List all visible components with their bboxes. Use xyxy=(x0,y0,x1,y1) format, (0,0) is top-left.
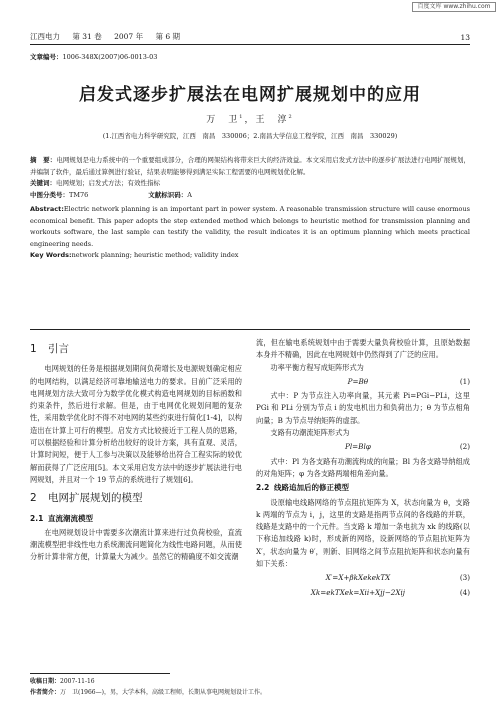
page-number: 13 xyxy=(460,33,470,42)
modified-model-paragraph: 设原输电线路网络的节点阻抗矩阵为 X，状态向量为 θ，支路 k 两端的节点为 i，j，这里的支路是指两节点间的各线路的并联，线路是支路中的一个元件。当支路 k 增加一条电抗为 xk 的线路(以下称追加线路 k)时，形成新的网络，设新网络的节点阻抗矩阵为 X′，状态向量为 θ′，则新、旧网络之间节点阻抗矩阵和状态向量有如下关系： xyxy=(256,497,470,569)
branch-flow-intro: 支路有功潮流矩阵形式为 xyxy=(270,428,350,438)
paper-title: 启发式逐步扩展法在电网扩展规划中的应用 xyxy=(79,85,421,105)
abstract-rule xyxy=(30,329,470,330)
author-2-affil-mark: 2 xyxy=(288,114,294,120)
equation-4 xyxy=(256,587,470,599)
journal-volume: 第 31 卷 xyxy=(72,32,102,41)
running-head xyxy=(30,28,470,42)
clc-value: TM76 xyxy=(69,190,89,199)
equation-2 xyxy=(256,441,470,453)
affiliations: (1.江西省电力科学研究院，江西 南昌 330006；2.南昌大学信息工程学院，江西 南昌 330029) xyxy=(102,132,398,140)
abstract-en xyxy=(30,204,470,250)
abstract-text: 电网规划是电力系统中的一个重要组成部分，合理的网架结构将带来巨大的经济效益。本文采用启发式方法中的逐步扩展法进行电网扩展规划，并编制了软件，最后通过算例进行验证，结果表明能够得到满足实际工程需要的电网规划优化解。 xyxy=(30,156,471,176)
section-2-2-heading xyxy=(256,482,470,494)
equation-1-number: (1) xyxy=(459,376,470,386)
equation-4-number: (4) xyxy=(459,587,470,597)
equation-1-expr: P=Bθ xyxy=(347,376,369,386)
received-date xyxy=(30,677,470,686)
equation-1 xyxy=(256,376,470,388)
journal-issue: 第 6 期 xyxy=(155,32,181,41)
equation-3 xyxy=(256,572,470,584)
equation-2-number: (2) xyxy=(459,442,470,452)
author-separator: ， xyxy=(244,115,256,125)
article-number xyxy=(30,52,157,61)
section-1-title: 引言 xyxy=(48,343,69,355)
authors xyxy=(0,112,500,125)
section-2-1-title: 直流潮流模型 xyxy=(48,513,93,523)
section-2-1-number: 2.1 xyxy=(30,513,44,523)
left-column xyxy=(30,337,242,564)
section-1-heading xyxy=(30,343,242,355)
keywords-cn xyxy=(30,178,470,190)
equation-2-explanation: 式中：Pl 为各支路有功潮流构成的向量；Bl 为各支路导纳组成的对角矩阵；φ 为各支路两端相角差向量。 xyxy=(256,456,470,478)
section-2-2-title: 线路追加后的修正模型 xyxy=(274,483,349,493)
received-value: 2007-11-16 xyxy=(60,678,95,685)
doc-code xyxy=(148,190,192,202)
author-bio-label: 作者简介： xyxy=(30,689,61,696)
classification-row xyxy=(30,190,470,202)
abstract-en-text: Electric network planning is an important part in power system. A reasonable transmission structure will cause enormous economical benefit. This paper adopts the step extended method which belongs to heuristic method for transmission planning and workouts software, the last sample can testify the validity, the result indicates it is an optimum planning which meets practical engineering needs. xyxy=(30,205,470,248)
keywords-en xyxy=(30,250,470,262)
clc-label: 中图分类号： xyxy=(30,190,69,199)
author-2: 王 淳 xyxy=(255,115,289,125)
section-2-title: 电网扩展规划的模型 xyxy=(48,492,143,505)
header-rule xyxy=(30,44,470,45)
equation-2-expr: Pl=Blφ xyxy=(345,442,371,452)
article-number-label: 文章编号： xyxy=(30,53,63,61)
equation-3-number: (3) xyxy=(459,573,470,583)
right-column xyxy=(256,337,470,601)
section-2-number: 2 xyxy=(30,492,37,505)
clc-code xyxy=(30,190,88,202)
section-1-number: 1 xyxy=(30,343,37,355)
journal-name: 江西电力 xyxy=(30,32,60,41)
dc-flow-continued: 流，但在输电系统规划中由于需要大量负荷校验计算，且原始数据本身并不精确，因此在电网规划中仍然得到了广泛的应用。 xyxy=(256,338,470,360)
equation-1-explanation: 式中：P 为节点注入功率向量，其元素 Pi=PGi−PLi，这里 PGi 和 PLi 分别为节点 i 的发电机出力和负荷出力；θ 为节点相角向量；B 为节点导纳矩阵的虚部。 xyxy=(256,391,470,425)
keywords-text: 电网规划；启发式方法；有效性指标 xyxy=(56,179,160,187)
power-balance-intro: 功率平衡方程写成矩阵形式为 xyxy=(270,362,364,372)
abstract-en-label: Abstract: xyxy=(30,205,64,213)
section-2-1-heading xyxy=(30,513,242,525)
watermark-stamp: 百度文库 www.zhihu.com xyxy=(412,2,496,12)
doc-code-value: A xyxy=(187,190,192,199)
author-bio xyxy=(30,688,470,697)
received-label: 收稿日期： xyxy=(30,678,61,685)
author-bio-text: 万 卫(1966—)，男，大学本科，高级工程师，长期从事电网规划设计工作。 xyxy=(60,689,266,696)
keywords-en-text: network planning; heuristic method; validity index xyxy=(71,251,239,259)
section-2-2-number: 2.2 xyxy=(256,483,270,493)
keywords-en-label: Key Words: xyxy=(30,251,72,259)
keywords-label: 关键词： xyxy=(30,179,56,187)
equation-3-expr: X′=X+βkXekekTX xyxy=(325,573,391,583)
abstract-label: 摘 要： xyxy=(30,156,57,164)
author-1-affil-mark: 1 xyxy=(239,114,245,120)
dc-flow-paragraph: 在电网规划设计中需要多次潮流计算来进行过负荷校验，直流潮流模型把非线性电力系统潮流问题简化为线性电路问题，从而使分析计算非常方便，计算量大为减少。虽然它的精确度不如交流潮 xyxy=(30,527,242,562)
intro-paragraph: 电网规划的任务是根据规划期间负荷增长及电源规划确定相应的电网结构，以满足经济可靠地输送电力的要求。目前广泛采用的电网规划方法大致可分为数学优化模式构造电网规划的目标函数和约束条件，然后进行求解。但是，由于电网优化规划问题的复杂性，采用数学优化时不得不对电网的某些约束进行简化[1-4]，以构造出在计算上可行的模型。启发方式比较接近于工程人员的思路，可以根据经验和计算分析给出较好的设计方案，具有直观、灵活，计算时间短，便于人工参与决策以及能够给出符合工程实际的较优解而获得了广泛应用[5]。本文采用启发方法中的逐步扩展法进行电网规划，并且对一个 19 节点的系统进行了规划[6]。 xyxy=(30,364,242,484)
doc-code-label: 文献标识码： xyxy=(148,190,188,199)
equation-4-expr: Xk=ekTXek=Xii+Xjj−2Xij xyxy=(310,587,405,597)
abstract-block xyxy=(30,155,470,262)
author-1: 万 卫 xyxy=(206,115,240,125)
abstract-cn xyxy=(30,155,470,178)
section-2-heading xyxy=(30,492,242,504)
journal-year: 2007 年 xyxy=(114,32,144,41)
article-number-value: 1006-348X(2007)06-0013-03 xyxy=(62,53,158,61)
footnote-rule xyxy=(30,673,170,674)
